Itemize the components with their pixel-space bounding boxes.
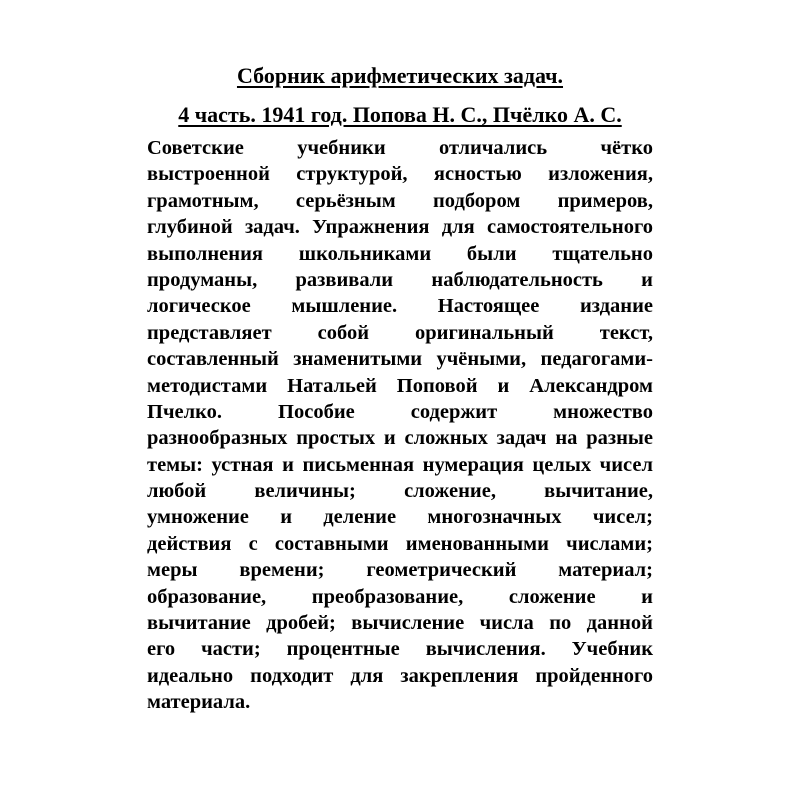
paragraph-line: продуманы, развивали наблюдательность и	[147, 268, 653, 291]
paragraph-line: представляет собой оригинальный текст,	[147, 321, 653, 344]
paragraph-line: глубиной задач. Упражнения для самостоятельного	[147, 216, 653, 239]
paragraph-line: материала.	[147, 691, 251, 714]
paragraph-line: грамотным, серьёзным подбором примеров,	[147, 189, 653, 212]
paragraph-line: методистами Натальей Поповой и Александром	[147, 374, 653, 397]
paragraph-line: действия с составными именованными числами;	[147, 532, 653, 555]
paragraph-line: вычитание дробей; вычисление числа по данной	[147, 612, 653, 635]
paragraph-line: любой величины; сложение, вычитание,	[147, 480, 653, 503]
paragraph-line: образование, преобразование, сложение и	[147, 585, 653, 608]
paragraph-line: его части; процентные вычисления. Учебник	[147, 638, 653, 661]
paragraph-line: темы: устная и письменная нумерация целых чисел	[147, 453, 653, 476]
paragraph-line: выстроенной структурой, ясностью изложения,	[147, 163, 653, 186]
description-paragraph	[147, 135, 653, 716]
paragraph-line: разнообразных простых и сложных задач на разные	[147, 427, 653, 450]
paragraph-line: составленный знаменитыми учёными, педагогами-	[147, 348, 653, 371]
document-subtitle: 4 часть. 1941 год. Попова Н. С., Пчёлко А. С.	[178, 102, 622, 127]
paragraph-line: Советские учебники отличались чётко	[147, 137, 653, 159]
paragraph-line: Пчелко. Пособие содержит множество	[147, 400, 653, 423]
paragraph-line: выполнения школьниками были тщательно	[147, 242, 653, 265]
paragraph-line: идеально подходит для закрепления пройденного	[147, 664, 653, 687]
paragraph-line: меры времени; геометрический материал;	[147, 559, 653, 582]
paragraph-line: логическое мышление. Настоящее издание	[147, 295, 653, 318]
paragraph-line: умножение и деление многозначных чисел;	[147, 506, 653, 529]
document-title: Сборник арифметических задач.	[236, 63, 564, 88]
